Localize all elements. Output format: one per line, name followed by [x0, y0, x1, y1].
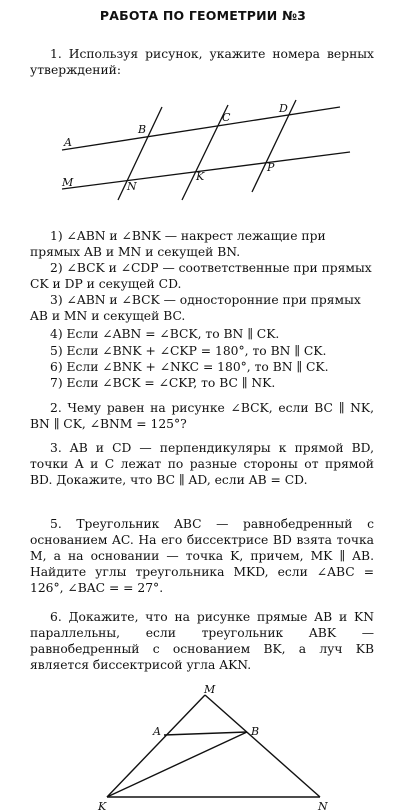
- task5-text: 5. Треугольник ABC — равнобедренный с основанием AC. На его биссектрисе BD взята точка M, а на основании — точка K, причем, MK ∥ AB. Найдите углы треугольника MKD, если ∠ABC = 126°, ∠BAC = = 27°.: [30, 517, 374, 595]
- label-n: N: [127, 180, 137, 193]
- task1-item-2: 2) ∠BCK и ∠CDP — соответственные при прямых CK и DP и секущей CD.: [30, 261, 372, 291]
- side-mn: [205, 695, 320, 797]
- line-ab: [62, 107, 340, 150]
- transversal-dp: [252, 100, 296, 192]
- segment-kb: [107, 732, 247, 797]
- label-a: A: [153, 725, 161, 738]
- label-b: B: [138, 123, 147, 136]
- task3-text: 3. AB и CD — перпендикуляры к прямой BD, точки A и C лежат по разные стороны от прямой BD. Докажите, что BC ∥ AD, если AB = CD.: [30, 441, 374, 487]
- task2-text: 2. Чему равен на рисунке ∠BCK, если BC ∥ NK, BN ∥ CK, ∠BNM = 125°?: [30, 401, 374, 431]
- label-a: A: [64, 136, 72, 149]
- label-b: B: [251, 725, 260, 738]
- task1-item-6: 6) Если ∠BNK + ∠NKC = 180°, то BN ∥ CK.: [50, 360, 329, 374]
- label-c: C: [222, 111, 231, 124]
- line-mn: [62, 152, 350, 189]
- task6-text: 6. Докажите, что на рисунке прямые AB и KN параллельны, если треугольник ABK — равнобедренный с основанием BK, а луч KB является биссектрисой угла AKN.: [30, 610, 374, 672]
- task1-item-1: 1) ∠ABN и ∠BNK — накрест лежащие при прямых AB и MN и секущей BN.: [30, 229, 326, 259]
- label-d: D: [279, 102, 288, 115]
- segment-ab: [164, 732, 247, 735]
- transversal-bn: [118, 107, 162, 200]
- page-title: РАБОТА ПО ГЕОМЕТРИИ №3: [99, 8, 307, 23]
- task6-figure: [0, 680, 406, 812]
- task1-figure: [0, 95, 406, 205]
- side-km: [107, 695, 205, 797]
- task1-text: 1. Используя рисунок, укажите номера верных утверждений:: [30, 47, 374, 77]
- label-n: N: [318, 800, 328, 812]
- label-m: M: [204, 683, 216, 696]
- label-k: K: [98, 800, 107, 812]
- task1-item-4: 4) Если ∠ABN = ∠BCK, то BN ∥ CK.: [50, 327, 280, 341]
- label-m: M: [62, 176, 74, 189]
- task1-item-3: 3) ∠ABN и ∠BCK — односторонние при прямых AB и MN и секущей BC.: [30, 293, 361, 323]
- task1-item-5: 5) Если ∠BNK + ∠CKP = 180°, то BN ∥ CK.: [50, 344, 327, 358]
- label-p: P: [267, 161, 275, 174]
- label-k: K: [196, 170, 205, 183]
- task1-item-7: 7) Если ∠BCK = ∠CKP, то BC ∥ NK.: [50, 376, 276, 390]
